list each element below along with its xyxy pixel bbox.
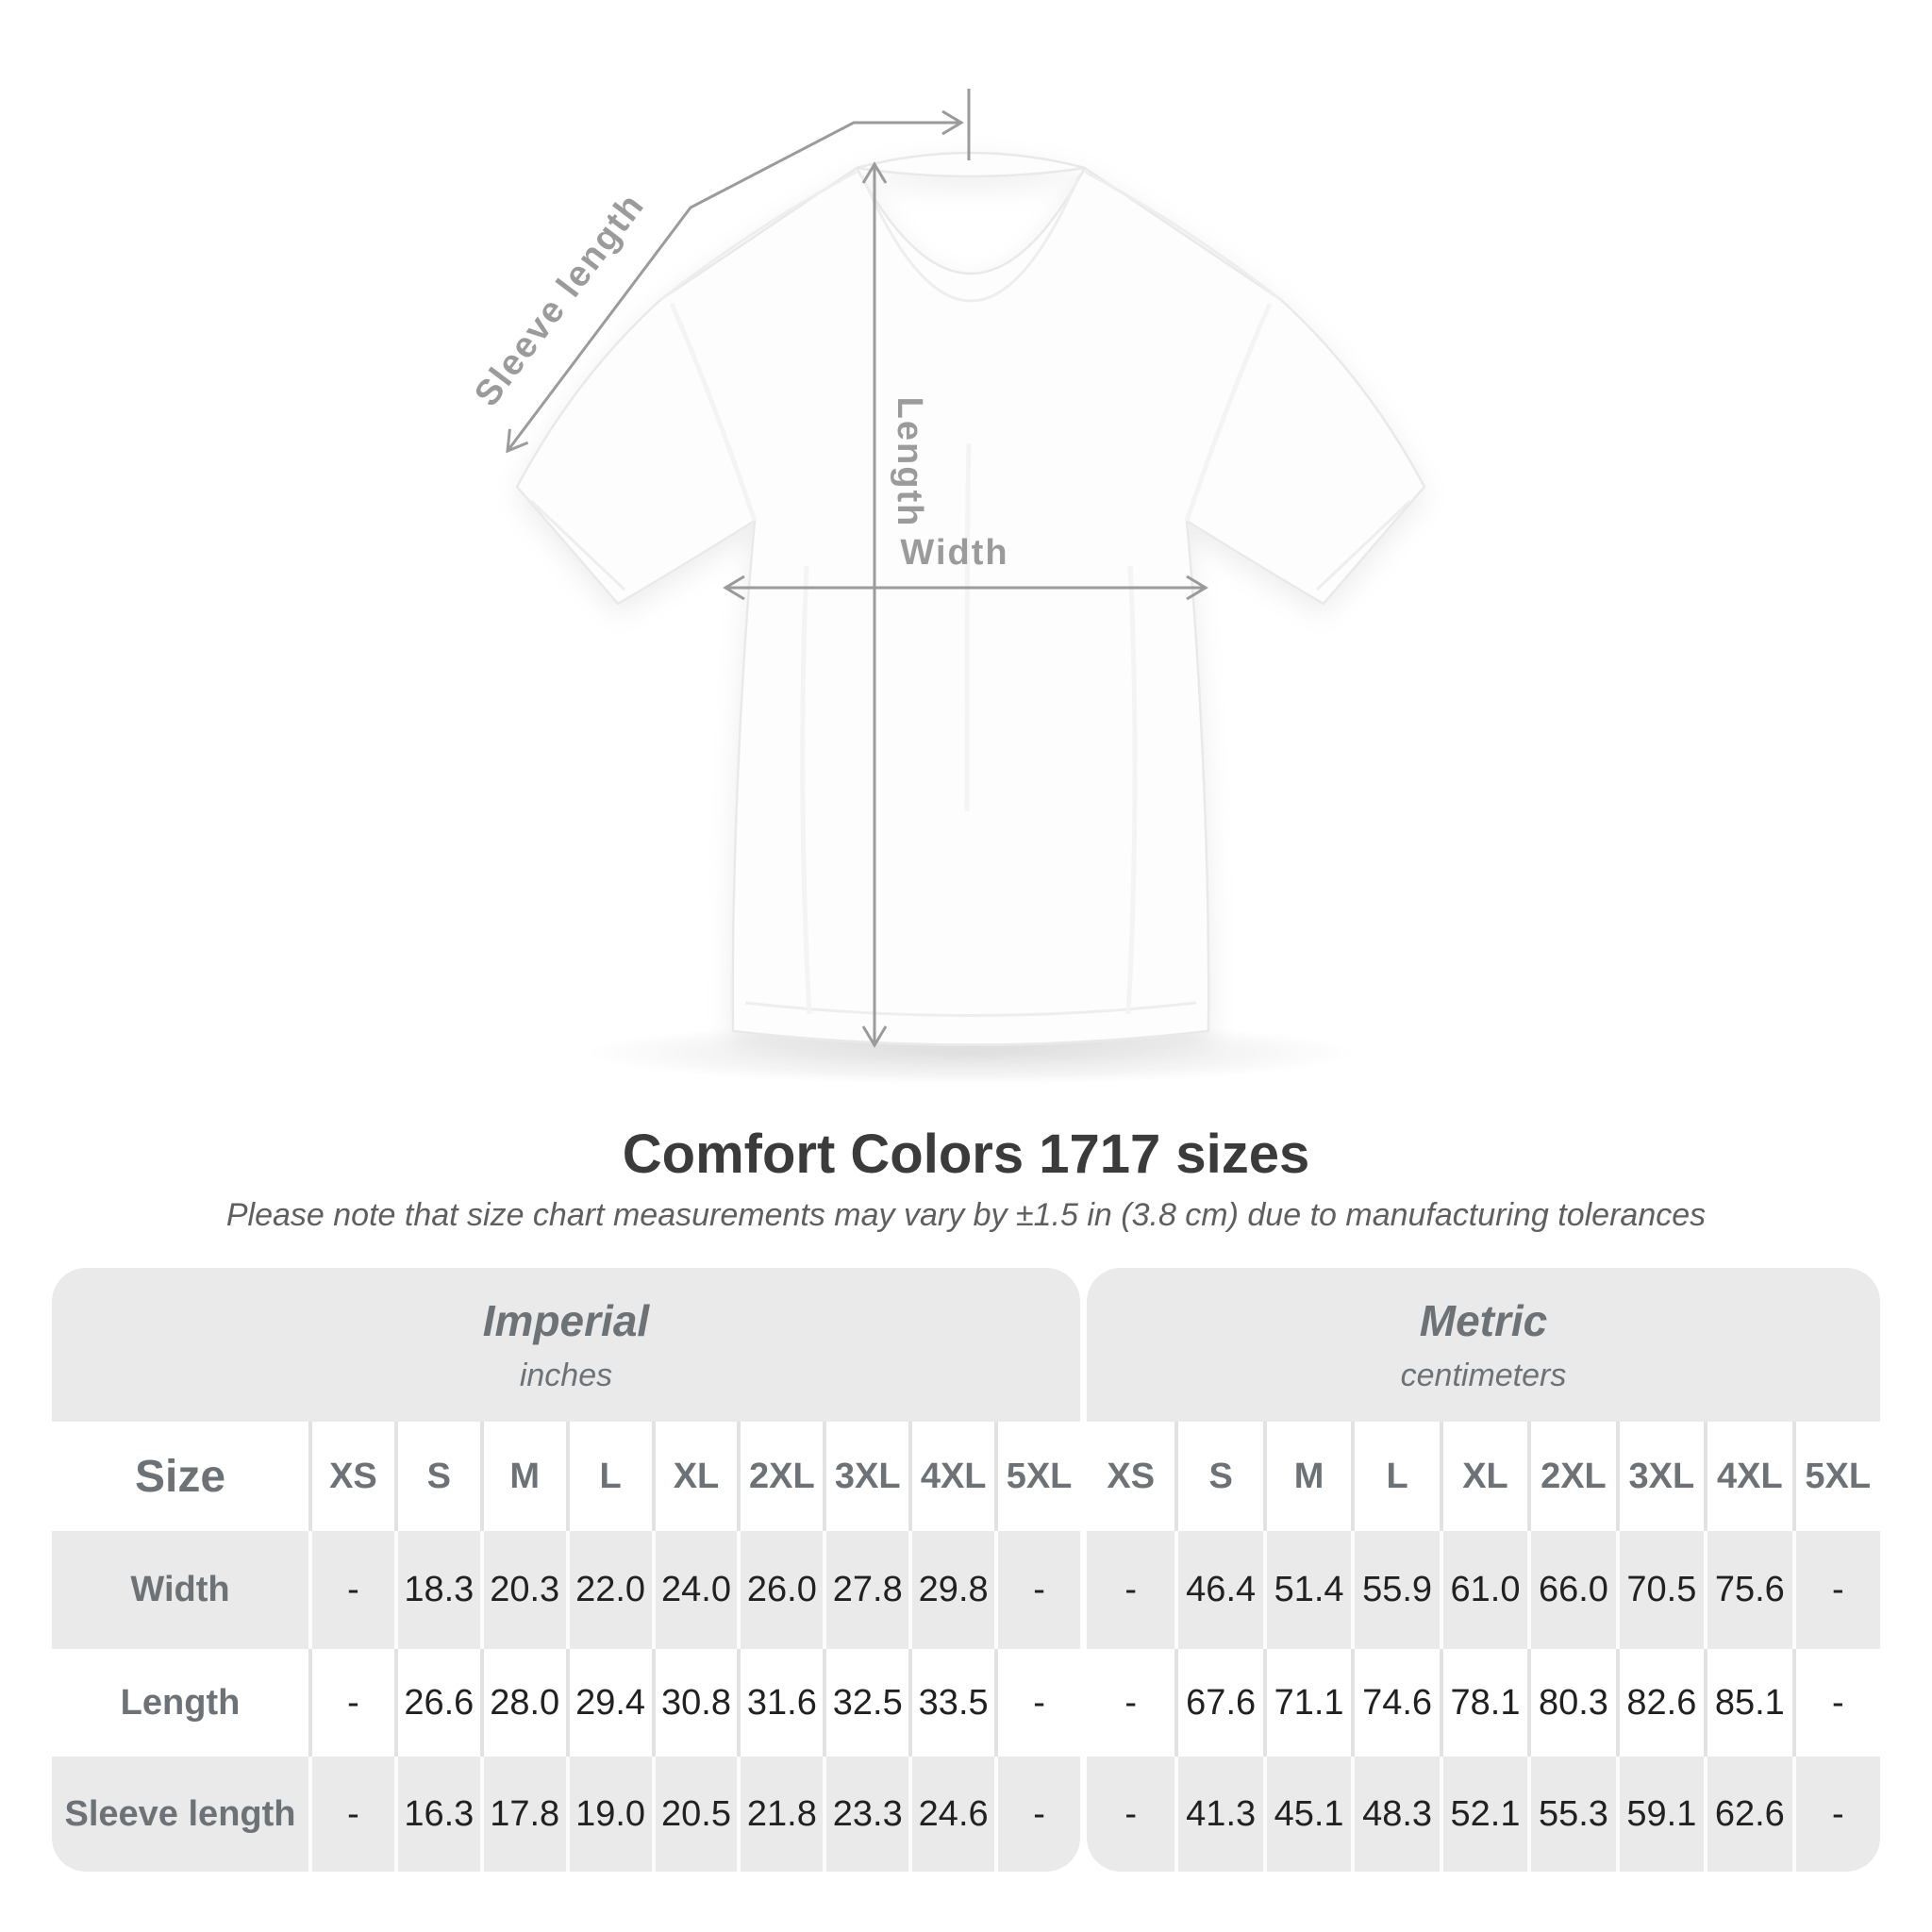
value-cell: 24.0 bbox=[652, 1531, 738, 1649]
size-header-cell: 3XL bbox=[1616, 1422, 1704, 1531]
size-header-cell: XS bbox=[1087, 1422, 1174, 1531]
value-cell: 32.5 bbox=[823, 1649, 908, 1757]
size-header-cell: 4XL bbox=[1704, 1422, 1791, 1531]
value-cell: 75.6 bbox=[1704, 1531, 1791, 1649]
value-cell: 62.6 bbox=[1704, 1757, 1791, 1872]
value-cell: 61.0 bbox=[1440, 1531, 1527, 1649]
value-cell: 78.1 bbox=[1440, 1649, 1527, 1757]
sleeve-length-label: Sleeve length bbox=[467, 185, 653, 414]
imperial-label: Imperial bbox=[482, 1296, 650, 1345]
body-fold-center bbox=[967, 443, 969, 811]
value-cell: 26.6 bbox=[394, 1649, 480, 1757]
value-cell: - bbox=[308, 1531, 394, 1649]
size-header-cell: 3XL bbox=[823, 1422, 908, 1531]
value-cell: - bbox=[1792, 1757, 1880, 1872]
value-cell: 41.3 bbox=[1174, 1757, 1262, 1872]
value-cell: 21.8 bbox=[737, 1757, 823, 1872]
size-header-cell: XS bbox=[308, 1422, 394, 1531]
imperial-band bbox=[52, 1268, 1080, 1422]
value-cell: 19.0 bbox=[566, 1757, 652, 1872]
value-cell: 16.3 bbox=[394, 1757, 480, 1872]
value-cell: 29.4 bbox=[566, 1649, 652, 1757]
measurement-row-label: Width bbox=[130, 1570, 230, 1609]
width-label: Width bbox=[900, 533, 1009, 573]
value-cell: - bbox=[1792, 1649, 1880, 1757]
size-header-cell: 4XL bbox=[908, 1422, 994, 1531]
page-title: Comfort Colors 1717 sizes bbox=[622, 1124, 1310, 1185]
tshirt-graphic bbox=[517, 153, 1424, 1045]
size-header-cell: S bbox=[394, 1422, 480, 1531]
value-cell: 30.8 bbox=[652, 1649, 738, 1757]
value-cell: 45.1 bbox=[1263, 1757, 1351, 1872]
tshirt-back-collar bbox=[857, 153, 1085, 176]
value-cell: 51.4 bbox=[1263, 1531, 1351, 1649]
value-cell: 17.8 bbox=[480, 1757, 566, 1872]
size-header-cell: 2XL bbox=[737, 1422, 823, 1531]
value-cell: - bbox=[308, 1757, 394, 1872]
value-cell: 67.6 bbox=[1174, 1649, 1262, 1757]
value-cell: 24.6 bbox=[908, 1757, 994, 1872]
value-cell: 26.0 bbox=[737, 1531, 823, 1649]
value-cell: 85.1 bbox=[1704, 1649, 1791, 1757]
value-cell: - bbox=[1792, 1531, 1880, 1649]
value-cell: 33.5 bbox=[908, 1649, 994, 1757]
value-cell: - bbox=[1087, 1649, 1174, 1757]
value-cell: 28.0 bbox=[480, 1649, 566, 1757]
imperial-unit-label: inches bbox=[519, 1357, 613, 1393]
size-header-cell: M bbox=[1263, 1422, 1351, 1531]
size-header-cell: S bbox=[1174, 1422, 1262, 1531]
metric-band bbox=[1087, 1268, 1880, 1422]
value-cell: - bbox=[1124, 1793, 1138, 1834]
tshirt-silhouette bbox=[517, 168, 1424, 1045]
value-cell: 59.1 bbox=[1616, 1757, 1704, 1872]
size-header-cell: 5XL bbox=[994, 1422, 1080, 1531]
imperial-panel bbox=[52, 1268, 1080, 1872]
tolerance-note: Please note that size chart measurements may vary by ±1.5 in (3.8 cm) due to manufacturing tolerances bbox=[225, 1197, 1707, 1233]
value-cell: 18.3 bbox=[394, 1531, 480, 1649]
size-header-cell: M bbox=[480, 1422, 566, 1531]
measurement-row-label: Sleeve length bbox=[64, 1793, 296, 1834]
size-header-cell: 5XL bbox=[1792, 1422, 1880, 1531]
value-cell: 27.8 bbox=[823, 1531, 908, 1649]
value-cell: 80.3 bbox=[1527, 1649, 1615, 1757]
metric-panel bbox=[1087, 1268, 1880, 1872]
value-cell: 55.9 bbox=[1351, 1531, 1439, 1649]
value-cell: - bbox=[1124, 1570, 1138, 1609]
size-header-cell: L bbox=[1351, 1422, 1439, 1531]
measurement-row-label: Length bbox=[52, 1649, 308, 1757]
value-cell: 74.6 bbox=[1351, 1649, 1439, 1757]
value-cell: - bbox=[994, 1757, 1080, 1872]
length-label: Length bbox=[890, 396, 929, 528]
value-cell: 70.5 bbox=[1616, 1531, 1704, 1649]
value-cell: 48.3 bbox=[1351, 1757, 1439, 1872]
value-cell: - bbox=[308, 1649, 394, 1757]
value-cell: 46.4 bbox=[1174, 1531, 1262, 1649]
metric-label: Metric bbox=[1419, 1296, 1548, 1345]
size-header-cell: XL bbox=[652, 1422, 738, 1531]
size-header-cell: XL bbox=[1440, 1422, 1527, 1531]
metric-unit-label: centimeters bbox=[1400, 1357, 1567, 1393]
value-cell: 29.8 bbox=[908, 1531, 994, 1649]
value-cell: 20.5 bbox=[652, 1757, 738, 1872]
value-cell: 20.3 bbox=[480, 1531, 566, 1649]
size-header-cell: L bbox=[566, 1422, 652, 1531]
value-cell: 52.1 bbox=[1440, 1757, 1527, 1872]
value-cell: 23.3 bbox=[823, 1757, 908, 1872]
size-header-cell: 2XL bbox=[1527, 1422, 1615, 1531]
value-cell: - bbox=[994, 1649, 1080, 1757]
value-cell: 82.6 bbox=[1616, 1649, 1704, 1757]
value-cell: 22.0 bbox=[566, 1531, 652, 1649]
value-cell: 55.3 bbox=[1527, 1757, 1615, 1872]
value-cell: 71.1 bbox=[1263, 1649, 1351, 1757]
value-cell: 66.0 bbox=[1527, 1531, 1615, 1649]
value-cell: 31.6 bbox=[737, 1649, 823, 1757]
value-cell: - bbox=[994, 1531, 1080, 1649]
size-column-header: Size bbox=[52, 1422, 308, 1531]
